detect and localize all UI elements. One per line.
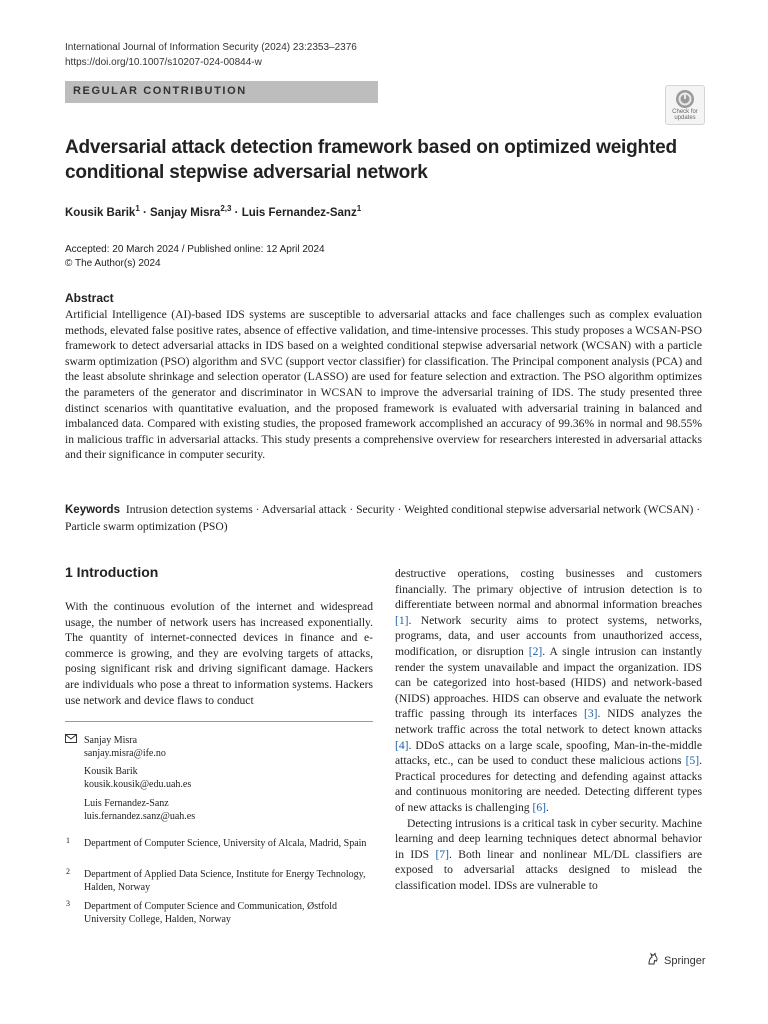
journal-header: [65, 40, 357, 70]
text-run: . A single intrusion can instantly render the system unavailable and impact the organization. IDS can be categorized into host-based (HIDS) and network-based (NIDS) approaches. HIDS can observe and evaluate the network traffic passing through its interfaces: [395, 644, 703, 721]
doi-link[interactable]: https://doi.org/10.1007/s10207-024-00844-w: [65, 57, 262, 68]
keywords-block: [65, 502, 702, 534]
contact-email[interactable]: luis.fernandez.sanz@uah.es: [84, 811, 196, 822]
author-affiliation-marker: 1: [356, 204, 362, 213]
contact-name: Kousik Barik: [84, 766, 138, 777]
author-name[interactable]: Sanjay Misra: [150, 206, 221, 219]
abstract-heading: Abstract: [65, 291, 114, 305]
badge-line-1: Check for: [672, 109, 698, 115]
reference-link[interactable]: [1]: [395, 613, 409, 627]
intro-paragraph-1: With the continuous evolution of the internet and widespread usage, the number of network users has increased exponentially. The quantity of internet-connected devices in finance and e-commerce is growing, and they are evolving targets of attacks, posing significant risk and driving significant damage. Hackers are individuals who pose a threat to information systems. Hackers use network and device flaws to conduct: [65, 600, 373, 707]
affiliation-number: 2: [66, 867, 70, 876]
text-run: destructive operations, costing businesses and customers financially. The primary objective of intrusion detection is to differentiate between normal and abnormal information breaches: [395, 567, 702, 612]
text-run: . NIDS analyzes the network traffic across the total network to detect known attacks: [395, 707, 702, 736]
contact-entry: [84, 765, 191, 791]
text-run: . Both linear and nonlinear ML/DL classifiers are exposed to adversarial attacks designed to mislead the classification model. IDSs are vulnerable to: [395, 847, 703, 892]
author-separator: ·: [139, 206, 150, 219]
springer-horse-icon: [646, 952, 660, 966]
contact-name: Sanjay Misra: [84, 735, 138, 746]
footnote-divider: [65, 721, 373, 722]
copyright-line: © The Author(s) 2024: [65, 258, 161, 269]
contact-entry: [84, 797, 195, 823]
affiliation-number: 3: [66, 899, 70, 908]
intro-paragraph-2: [395, 566, 702, 816]
contact-name: Luis Fernandez-Sanz: [84, 798, 169, 809]
affiliation-text: Department of Computer Science, University of Alcala, Madrid, Spain: [84, 838, 367, 849]
author-affiliation-marker: 1: [135, 204, 140, 213]
article-title: Adversarial attack detection framework based on optimized weighted conditional stepwise adversarial network: [65, 137, 677, 183]
affiliation-text: Department of Computer Science and Communication, Østfold University College, Halden, Norway: [84, 901, 337, 925]
author-separator: ·: [231, 206, 242, 219]
text-run: Detecting intrusions is a critical task in cyber security. Machine learning and deep learning techniques detect abnormal behavior in IDS: [395, 816, 702, 861]
intro-paragraph-3: [395, 816, 702, 894]
author-name[interactable]: Luis Fernandez-Sanz: [241, 206, 357, 219]
intro-right-column: [395, 566, 702, 893]
contact-email[interactable]: kousik.kousik@edu.uah.es: [84, 779, 192, 790]
keywords-label: Keywords: [65, 504, 120, 516]
badge-line-2: updates: [674, 115, 696, 121]
envelope-icon: [65, 734, 77, 743]
text-run: . Practical procedures for detecting and defending against attacks and continuous monitoring are needed. Detecting different types of new attacks is challenging: [395, 754, 702, 814]
check-for-updates-badge[interactable]: [665, 85, 705, 125]
intro-left-column: [65, 599, 373, 708]
text-run: .: [546, 800, 549, 814]
check-for-updates-icon: [675, 89, 695, 109]
affiliation-number: 1: [66, 836, 70, 845]
article-type-banner: [65, 81, 378, 103]
article-type-label: REGULAR CONTRIBUTION: [73, 85, 247, 97]
reference-link[interactable]: [3]: [584, 707, 598, 721]
abstract-text: Artificial Intelligence (AI)-based IDS systems are susceptible to adversarial attacks and face challenges such as complex evaluation methods, elevated false positive rates, absence of effective validation, and time-intensive processes. This study proposes a WCSAN-PSO framework to detect adversarial attacks in IDS based on a weighted conditional stepwise adversarial network (WCSAN) with a particle swarm optimization (PSO) algorithm and SVC (support vector classifier) for classification. The Principal component analysis (PCA) and the least absolute shrinkage and selection operator (LASSO) are used for feature selection and extraction. The PSO algorithm optimizes the parameters of the generator and discriminator in WCSAN to improve the adversarial training of IDS. The study presented three distinct scenarios with quantitative evaluation, and the proposed framework is evaluated with adversarial training in balanced and imbalanced data. Compared with existing studies, the proposed framework accomplished an accuracy of 99.36% in normal and 98.55% in malicious traffic in adversarial attacks. This study presents a comprehensive overview for researchers interested in adversarial attacks and their significance in computer security.: [65, 308, 702, 462]
reference-link[interactable]: [7]: [435, 847, 449, 861]
keywords-text: Intrusion detection systems · Adversarial attack · Security · Weighted conditional stepwise adversarial network (WCSAN) · Particle swarm optimization (PSO): [65, 503, 701, 533]
author-list: [65, 204, 361, 219]
publisher-logo: [646, 952, 706, 967]
publication-dates: [65, 243, 325, 271]
section-heading: 1 Introduction: [65, 564, 159, 580]
affiliation-text: Department of Applied Data Science, Institute for Energy Technology, Halden, Norway: [84, 869, 366, 893]
author-affiliation-marker: 2,3: [220, 204, 232, 213]
accepted-published-dates: Accepted: 20 March 2024 / Published online: 12 April 2024: [65, 244, 325, 255]
text-run: . Network security aims to protect systems, networks, programs, data, and user accounts from unauthorized access, modification, or disruption: [395, 613, 702, 658]
journal-citation: International Journal of Information Security (2024) 23:2353–2376: [65, 42, 357, 53]
reference-link[interactable]: [2]: [528, 644, 543, 658]
author-name[interactable]: Kousik Barik: [65, 206, 136, 219]
publisher-name: Springer: [664, 955, 706, 967]
contact-entry: [84, 734, 166, 760]
reference-link[interactable]: [5]: [685, 754, 700, 768]
contact-email[interactable]: sanjay.misra@ife.no: [84, 748, 166, 759]
text-run: . DDoS attacks on a large scale, spoofing, Man-in-the-middle attacks, etc., can be used to conduct these malicious actions: [395, 738, 702, 768]
reference-link[interactable]: [6]: [532, 800, 547, 814]
reference-link[interactable]: [4]: [395, 738, 409, 752]
